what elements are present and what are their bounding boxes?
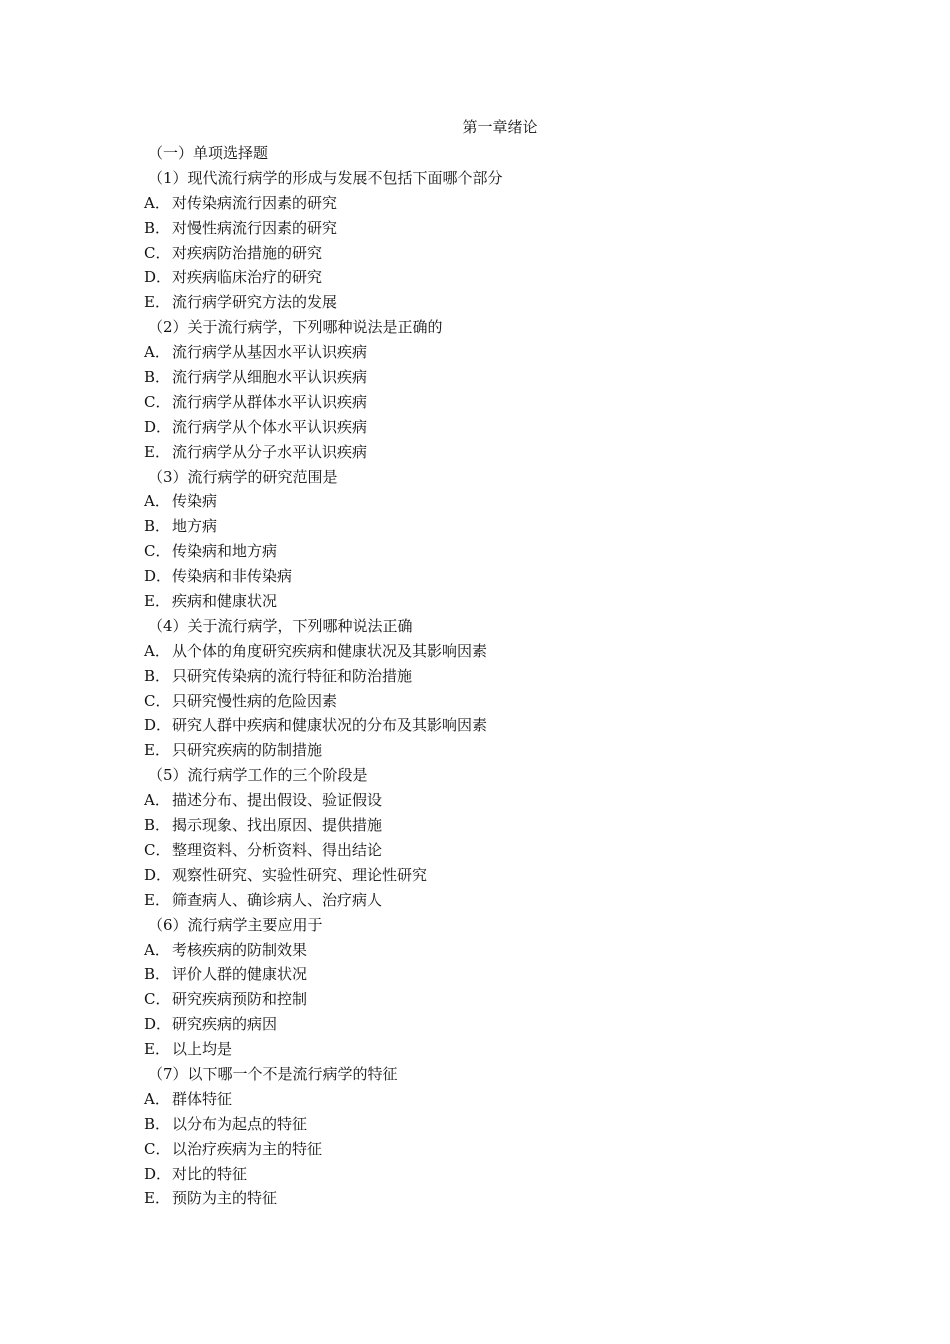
option-text: 以治疗疾病为主的特征 <box>172 1139 323 1158</box>
option-letter: C． <box>144 542 171 561</box>
option-text: 流行病学从细胞水平认识疾病 <box>172 368 368 387</box>
option-text: 以上均是 <box>172 1040 233 1059</box>
option-letter: E． <box>144 442 170 461</box>
answer-option <box>144 589 844 614</box>
option-text: 对传染病流行因素的研究 <box>172 193 338 212</box>
question-stem: （3）流行病学的研究范围是 <box>148 467 338 486</box>
option-letter: D． <box>144 417 172 436</box>
answer-option <box>144 241 844 266</box>
option-text: 传染病和非传染病 <box>172 567 293 586</box>
option-text: 研究疾病预防和控制 <box>172 990 308 1009</box>
option-text: 揭示现象、找出原因、提供措施 <box>172 816 383 835</box>
option-text: 只研究慢性病的危险因素 <box>172 691 338 710</box>
answer-option <box>144 440 844 465</box>
option-text: 地方病 <box>172 517 218 536</box>
option-letter: D． <box>144 716 172 735</box>
question-stem: （4）关于流行病学，下列哪种说法正确 <box>148 616 413 635</box>
option-text: 流行病学从分子水平认识疾病 <box>172 442 368 461</box>
chapter-title-text: 第一章绪论 <box>462 118 538 136</box>
option-text: 传染病 <box>172 492 218 511</box>
option-letter: A． <box>144 193 170 212</box>
answer-option <box>144 191 844 216</box>
answer-option <box>144 788 844 813</box>
option-letter: D． <box>144 1164 172 1183</box>
option-text: 流行病学从群体水平认识疾病 <box>172 392 368 411</box>
answer-option <box>144 664 844 689</box>
answer-option <box>144 738 844 763</box>
option-text: 考核疾病的防制效果 <box>172 940 308 959</box>
question-stem: （7）以下哪一个不是流行病学的特征 <box>148 1064 398 1083</box>
option-letter: A． <box>144 641 170 660</box>
option-letter: E． <box>144 592 170 611</box>
question-stem: （2）关于流行病学，下列哪种说法是正确的 <box>148 318 443 337</box>
option-letter: D． <box>144 268 172 287</box>
answer-option <box>144 290 844 315</box>
option-text: 对比的特征 <box>172 1164 248 1183</box>
answer-option <box>144 689 844 714</box>
answer-option <box>144 713 844 738</box>
question-stem: （6）流行病学主要应用于 <box>148 915 323 934</box>
answer-option <box>144 340 844 365</box>
answer-option <box>144 962 844 987</box>
option-letter: C． <box>144 243 171 262</box>
answer-option <box>144 1087 844 1112</box>
option-text: 预防为主的特征 <box>172 1189 278 1208</box>
option-text: 观察性研究、实验性研究、理论性研究 <box>172 865 428 884</box>
option-letter: A． <box>144 492 170 511</box>
answer-option <box>144 514 844 539</box>
option-letter: B． <box>144 816 171 835</box>
answer-option <box>144 987 844 1012</box>
option-letter: C． <box>144 691 171 710</box>
option-text: 整理资料、分析资料、得出结论 <box>172 840 383 859</box>
option-letter: E． <box>144 293 170 312</box>
option-text: 流行病学研究方法的发展 <box>172 293 338 312</box>
option-text: 研究人群中疾病和健康状况的分布及其影响因素 <box>172 716 488 735</box>
answer-option <box>144 489 844 514</box>
option-text: 以分布为起点的特征 <box>172 1114 308 1133</box>
option-letter: B． <box>144 517 171 536</box>
answer-option <box>144 813 844 838</box>
option-letter: D． <box>144 865 172 884</box>
option-text: 从个体的角度研究疾病和健康状况及其影响因素 <box>172 641 488 660</box>
option-letter: C． <box>144 1139 171 1158</box>
option-letter: B． <box>144 1114 171 1133</box>
answer-option <box>144 564 844 589</box>
option-text: 对疾病临床治疗的研究 <box>172 268 323 287</box>
option-letter: C． <box>144 840 171 859</box>
option-text: 对慢性病流行因素的研究 <box>172 218 338 237</box>
question-list <box>144 141 844 1211</box>
option-text: 流行病学从基因水平认识疾病 <box>172 343 368 362</box>
section-heading: （一）单项选择题 <box>148 144 269 162</box>
option-text: 评价人群的健康状况 <box>172 965 308 984</box>
answer-option <box>144 863 844 888</box>
option-text: 描述分布、提出假设、验证假设 <box>172 791 383 810</box>
answer-option <box>144 390 844 415</box>
option-letter: E． <box>144 1189 170 1208</box>
option-letter: B． <box>144 965 171 984</box>
option-letter: A． <box>144 343 170 362</box>
option-letter: D． <box>144 1015 172 1034</box>
answer-option <box>144 639 844 664</box>
option-letter: E． <box>144 741 170 760</box>
answer-option <box>144 888 844 913</box>
option-text: 流行病学从个体水平认识疾病 <box>172 417 368 436</box>
option-letter: E． <box>144 1040 170 1059</box>
answer-option <box>144 539 844 564</box>
option-text: 群体特征 <box>172 1089 233 1108</box>
option-text: 研究疾病的病因 <box>172 1015 278 1034</box>
answer-option <box>144 838 844 863</box>
answer-option <box>144 415 844 440</box>
answer-option <box>144 1186 844 1211</box>
option-text: 只研究传染病的流行特征和防治措施 <box>172 666 413 685</box>
option-text: 对疾病防治措施的研究 <box>172 243 323 262</box>
option-letter: B． <box>144 218 171 237</box>
option-text: 疾病和健康状况 <box>172 592 278 611</box>
option-text: 传染病和地方病 <box>172 542 278 561</box>
question-stem: （1）现代流行病学的形成与发展不包括下面哪个部分 <box>148 168 503 187</box>
answer-option <box>144 1112 844 1137</box>
question-stem: （5）流行病学工作的三个阶段是 <box>148 766 368 785</box>
option-letter: B． <box>144 666 171 685</box>
answer-option <box>144 938 844 963</box>
answer-option <box>144 1012 844 1037</box>
option-letter: E． <box>144 890 170 909</box>
option-letter: A． <box>144 1089 170 1108</box>
option-letter: C． <box>144 392 171 411</box>
option-text: 只研究疾病的防制措施 <box>172 741 323 760</box>
option-text: 筛查病人、确诊病人、治疗病人 <box>172 890 383 909</box>
answer-option <box>144 216 844 241</box>
option-letter: D． <box>144 567 172 586</box>
answer-option <box>144 265 844 290</box>
option-letter: C． <box>144 990 171 1009</box>
option-letter: B． <box>144 368 171 387</box>
answer-option <box>144 1162 844 1187</box>
option-letter: A． <box>144 791 170 810</box>
chapter-title <box>0 116 950 138</box>
answer-option <box>144 1137 844 1162</box>
answer-option <box>144 365 844 390</box>
option-letter: A． <box>144 940 170 959</box>
answer-option <box>144 1037 844 1062</box>
